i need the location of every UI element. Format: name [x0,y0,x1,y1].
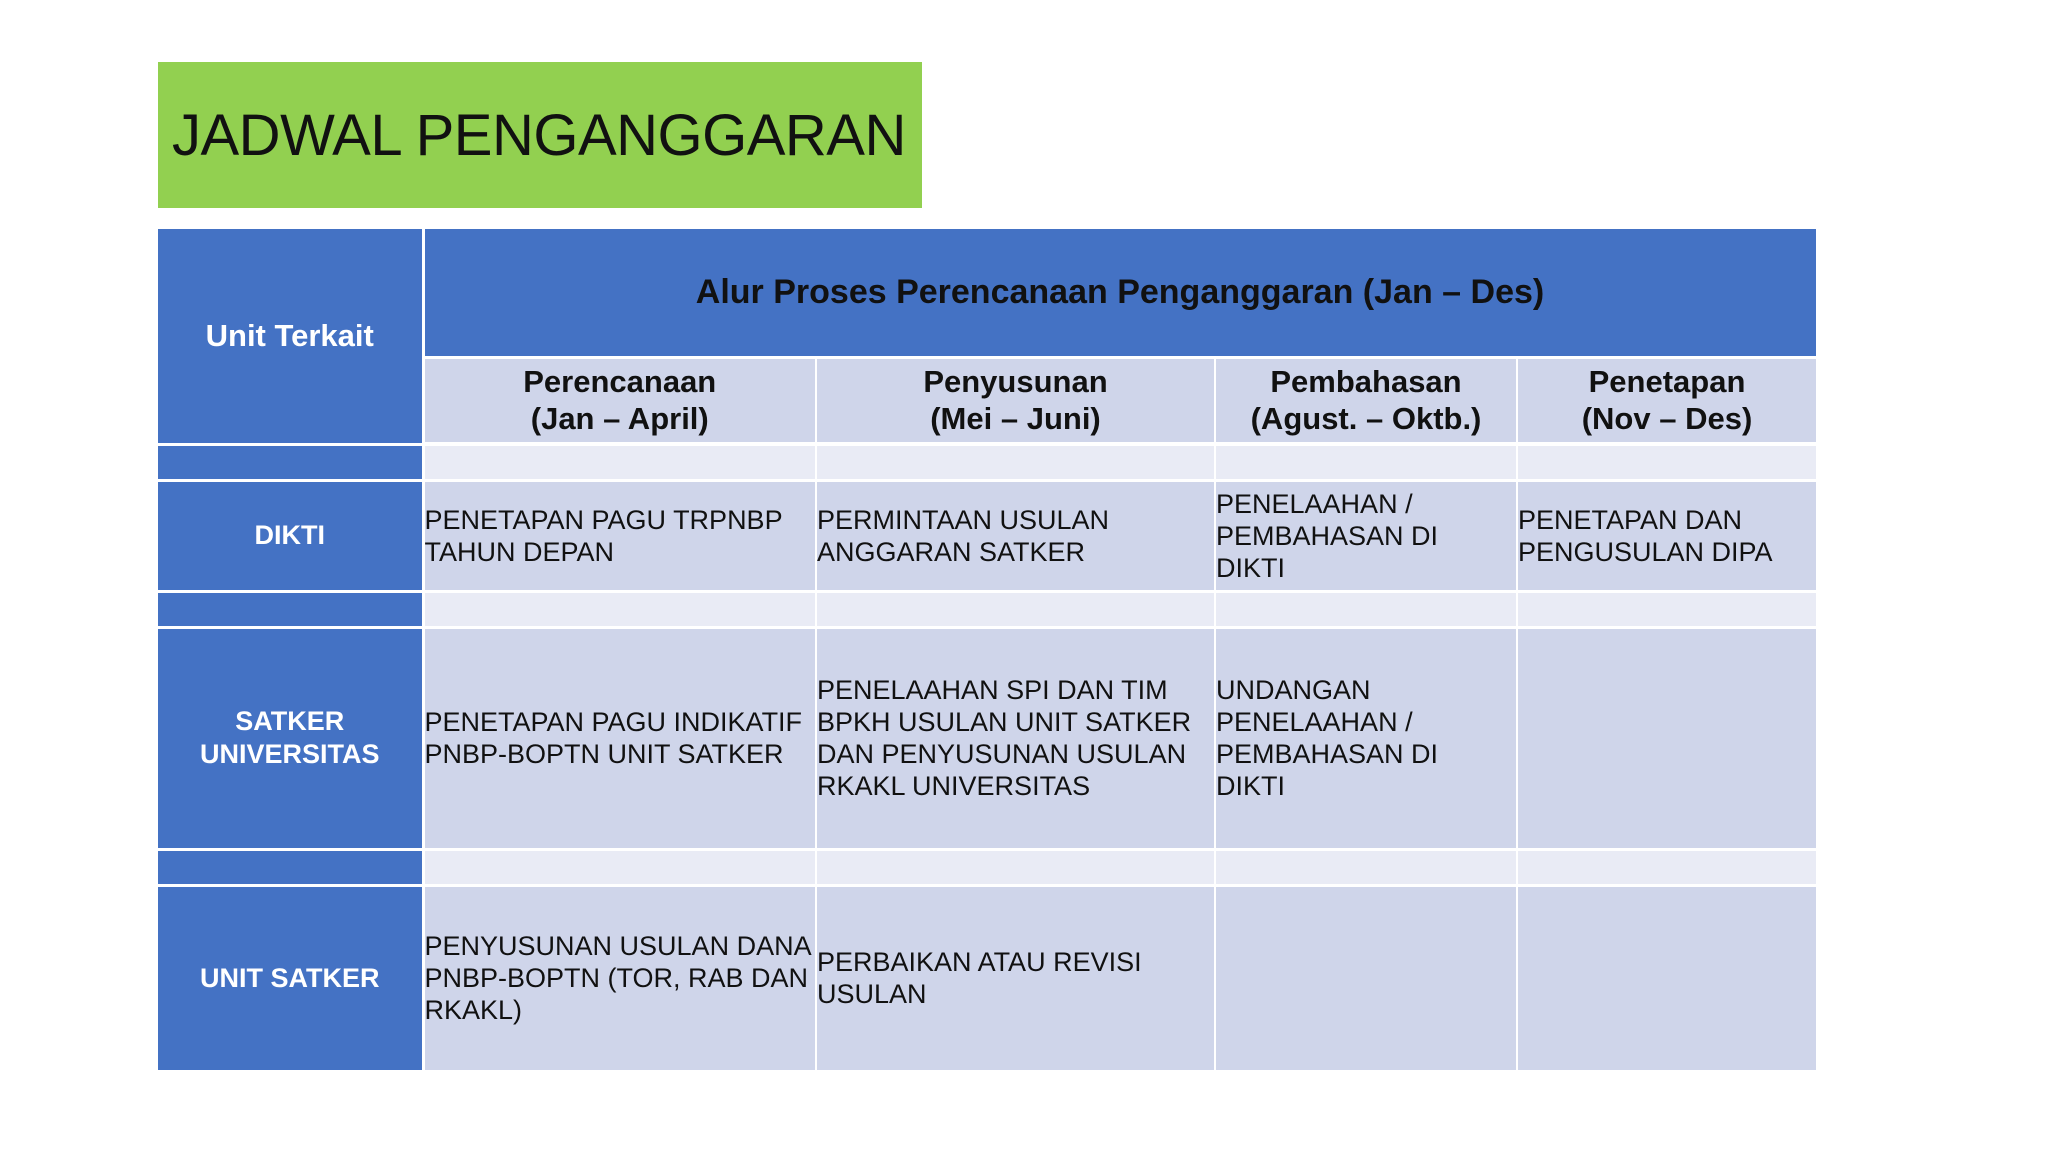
slide-title: JADWAL PENGANGGARAN [172,102,906,168]
spacer-cell [423,591,816,627]
table-row-satker-universitas [158,627,1817,849]
phase-header-penetapan [1517,357,1817,444]
table-cell: PERMINTAAN USULAN ANGGARAN SATKER [816,480,1215,591]
table-cell: PENYUSUNAN USULAN DANA PNBP-BOPTN (TOR, RAB DAN RKAKL) [423,885,816,1071]
unit-label-satker-universitas: SATKER UNIVERSITAS [158,627,423,849]
unit-spacer-cell [158,591,423,627]
table-cell: PENETAPAN PAGU TRPNBP TAHUN DEPAN [423,480,816,591]
table-cell: UNDANGAN PENELAAHAN / PEMBAHASAN DI DIKTI [1215,627,1517,849]
phase-period: (Agust. – Oktb.) [1250,401,1482,437]
table-cell: PENELAAHAN / PEMBAHASAN DI DIKTI [1215,480,1517,591]
spacer-cell [1517,849,1817,885]
phase-period: (Jan – April) [530,401,709,437]
spacer-cell [1215,591,1517,627]
unit-header: Unit Terkait [158,229,423,444]
spacer-row [158,444,1817,480]
title-box [158,62,922,208]
phase-name: Penetapan [1588,364,1746,400]
phase-period: (Nov – Des) [1581,401,1753,437]
spacer-row [158,591,1817,627]
spacer-row [158,849,1817,885]
spacer-cell [816,591,1215,627]
budget-schedule-table [158,229,1819,1073]
phase-header-perencanaan [423,357,816,444]
table-row-dikti [158,480,1817,591]
table-cell: PENELAAHAN SPI DAN TIM BPKH USULAN UNIT SATKER DAN PENYUSUNAN USULAN RKAKL UNIVERSITAS [816,627,1215,849]
table-cell: PERBAIKAN ATAU REVISI USULAN [816,885,1215,1071]
table-cell: PENETAPAN DAN PENGUSULAN DIPA [1517,480,1817,591]
phase-name: Penyusunan [923,364,1108,400]
spacer-cell [1517,591,1817,627]
table-cell [1517,627,1817,849]
phase-period: (Mei – Juni) [930,401,1101,437]
phase-name: Pembahasan [1270,364,1462,400]
phase-header-penyusunan [816,357,1215,444]
unit-spacer-cell [158,849,423,885]
unit-label-dikti: DIKTI [158,480,423,591]
spacer-cell [816,444,1215,480]
spacer-cell [1215,444,1517,480]
table-cell [1215,885,1517,1071]
spacer-cell [1517,444,1817,480]
table-row-unit-satker [158,885,1817,1071]
spacer-cell [1215,849,1517,885]
unit-spacer-cell [158,444,423,480]
phase-header-pembahasan [1215,357,1517,444]
unit-label-unit-satker: UNIT SATKER [158,885,423,1071]
phase-name: Perencanaan [523,364,717,400]
table-cell [1517,885,1817,1071]
spacer-cell [423,849,816,885]
spacer-cell [423,444,816,480]
process-header: Alur Proses Perencanaan Penganggaran (Jan – Des) [423,229,1817,357]
table-header-row [158,229,1817,357]
table-cell: PENETAPAN PAGU INDIKATIF PNBP-BOPTN UNIT SATKER [423,627,816,849]
spacer-cell [816,849,1215,885]
